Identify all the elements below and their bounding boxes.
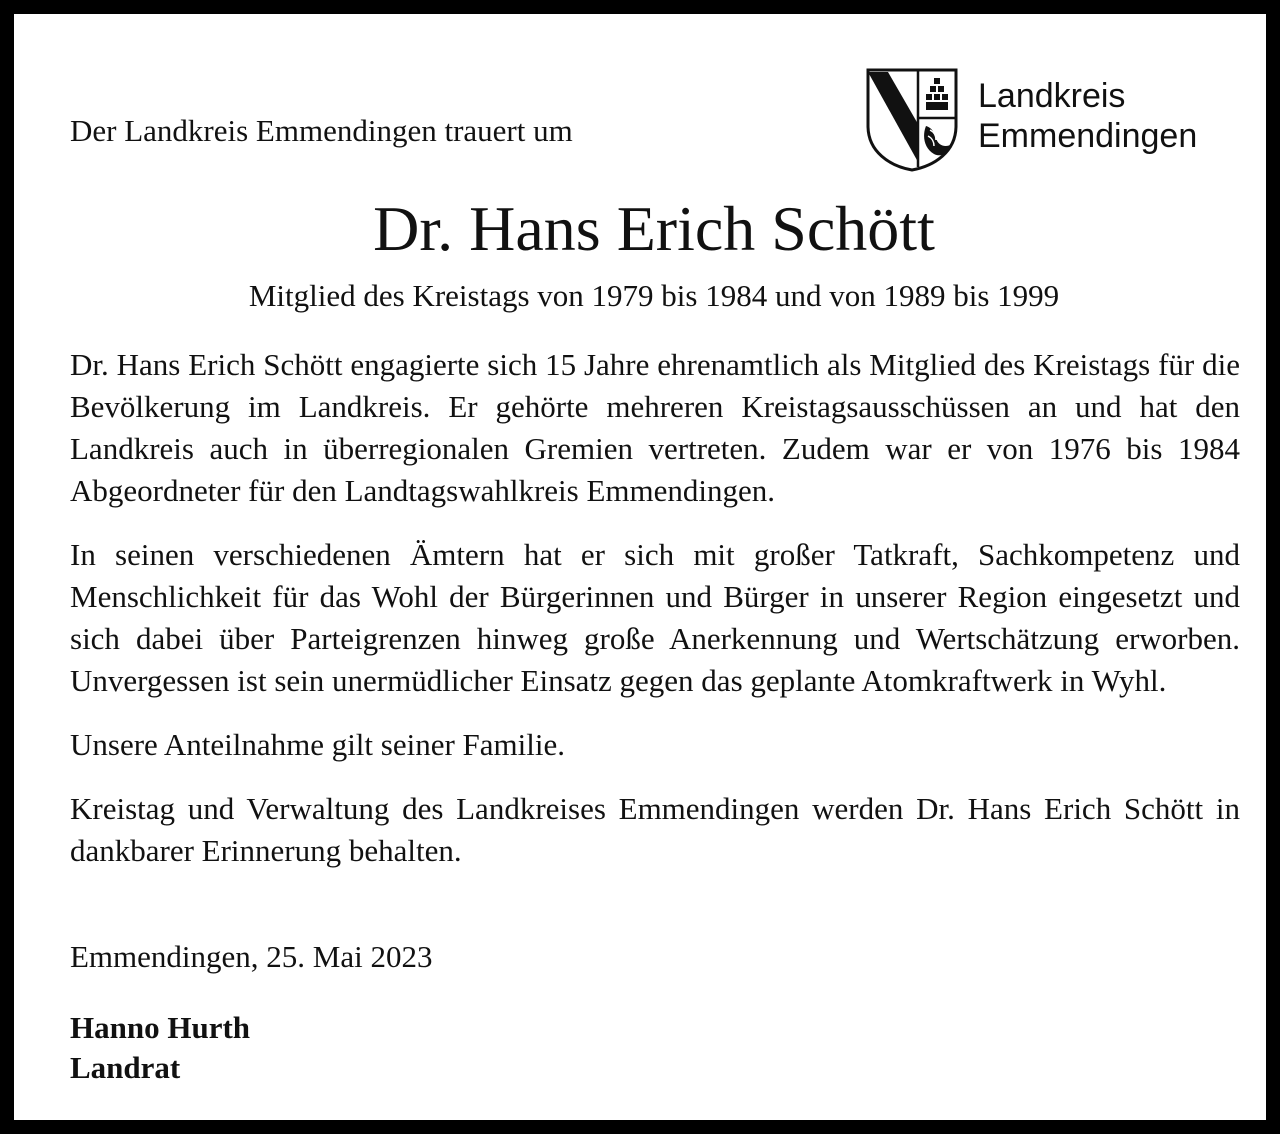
logo-line-2: Emmendingen [978, 117, 1198, 155]
signer-title: Landrat [70, 1050, 181, 1085]
paragraph: Dr. Hans Erich Schött engagierte sich 15 Jahre ehrenamtlich als Mitglied des Kreistags für die Bevölkerung im Landkreis. Er gehörte mehreren Kreistagsausschüssen an und hat den Landkreis auch in überregionalen Gremien vertreten. Zudem war er von 1976 bis 1984 Abgeordneter für den Landtagswahlkreis Emmendingen. [70, 347, 1240, 508]
paragraph: In seinen verschiedenen Ämtern hat er sich mit großer Tatkraft, Sachkompetenz und Menschlichkeit für das Wohl der Bürgerinnen und Bürger in unserer Region eingesetzt und sich dabei über Parteigrenzen hinweg große Anerkennung und Wertschätzung erworben. Unvergessen ist sein unermüdlicher Einsatz gegen das geplante Atomkraftwerk in Wyhl. [70, 537, 1240, 698]
paragraph: Kreistag und Verwaltung des Landkreises Emmendingen werden Dr. Hans Erich Schött in dankbarer Erinnerung behalten. [70, 791, 1240, 868]
district-logo [864, 66, 1244, 176]
deceased-name: Dr. Hans Erich Schött [373, 193, 935, 264]
signature-block [70, 1008, 250, 1088]
logo-wordmark [978, 76, 1197, 156]
membership-subtitle: Mitglied des Kreistags von 1979 bis 1984 und von 1989 bis 1999 [248, 278, 1060, 313]
paragraph: Unsere Anteilnahme gilt seiner Familie. [70, 727, 566, 762]
logo-line-1: Landkreis [978, 77, 1126, 115]
place-date: Emmendingen, 25. Mai 2023 [70, 939, 433, 974]
obituary-body [70, 344, 1240, 894]
intro-text: Der Landkreis Emmendingen trauert um [70, 113, 573, 148]
coat-of-arms-icon [864, 66, 960, 174]
signer-name: Hanno Hurth [70, 1010, 251, 1045]
